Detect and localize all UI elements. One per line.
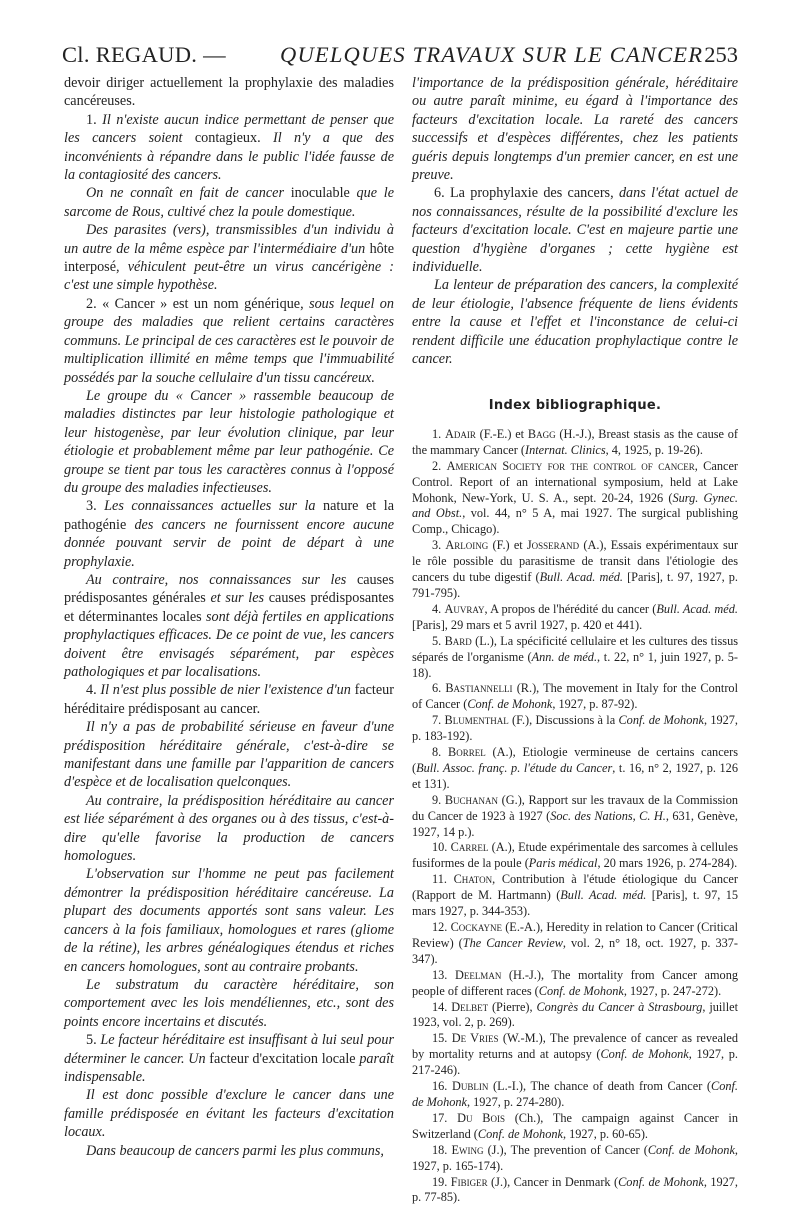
index-heading: Index bibliographique. <box>412 397 738 415</box>
paragraph <box>64 111 394 185</box>
text-run: 2. « Cancer » est un nom générique, <box>86 296 309 312</box>
text-run: (J.), The prevention of Cancer ( <box>483 1143 647 1157</box>
text-run: Au contraire, nos connaissances sur les <box>86 572 346 588</box>
text-run: sont déjà fertiles en applications prophylactiques efficaces. De ce point de vue, les cancers doivent être envisagés séparément, par espèces pathologiques et par localisations. <box>64 609 394 680</box>
text-run: Bull. Acad. méd. <box>540 570 623 584</box>
text-run: paraît indispensable. <box>64 1051 394 1085</box>
text-run: , 631, Genève, 1927, 14 p.). <box>412 809 738 839</box>
text-run: , 1927, p. 247-272). <box>624 984 721 998</box>
text-run: Bastiannelli <box>445 681 512 695</box>
text-run: Chaton <box>454 872 493 886</box>
text-run: 17. <box>432 1111 457 1125</box>
reference-entry <box>412 1143 738 1175</box>
text-run: , 20 mars 1926, p. 274-284). <box>597 856 737 870</box>
text-run: 2. <box>432 459 447 473</box>
text-run: Il n'existe aucun indice permettant de penser que les cancers soient <box>64 112 394 146</box>
reference-entry <box>412 1031 738 1079</box>
text-run: , Contribution à l'étude étiologique du Cancer (Rapport de M. Hartmann) ( <box>412 872 738 902</box>
paragraph <box>412 184 738 276</box>
text-run: , 1927, p. 217-246). <box>412 1047 738 1077</box>
paragraph <box>64 1142 394 1160</box>
text-run: Bull. Assoc. franç. p. l'étude du Cancer <box>416 761 612 775</box>
text-run: The Cancer Review <box>463 936 563 950</box>
reference-entry <box>412 872 738 920</box>
text-run: Arloing <box>445 538 488 552</box>
text-run: , Cancer Control. Report of an international symposium, held at Lake Mohonk, New-York, U. S. A., sept. 20-24, 1926 ( <box>412 459 738 505</box>
text-run: Les connaissances actuelles sur la <box>104 498 315 514</box>
text-run: causes prédisposantes et déterminantes locales <box>64 590 394 624</box>
paragraph <box>64 976 394 1031</box>
reference-entry <box>412 968 738 1000</box>
text-run: 6. <box>432 681 445 695</box>
text-run: Auvray <box>444 602 484 616</box>
text-run: 11. <box>432 872 454 886</box>
reference-list <box>412 427 738 1206</box>
text-run: De Vries <box>452 1031 499 1045</box>
text-run: 4. <box>432 602 444 616</box>
text-run: (F.), Discussions à la <box>509 713 619 727</box>
text-run: Bull. Acad. méd. <box>656 602 738 616</box>
text-run: Le substratum du caractère héréditaire, son comportement avec les lois mendéliennes, etc., sont des points encore incertains et discutés. <box>64 977 394 1030</box>
reference-entry <box>412 1000 738 1032</box>
text-run: (E.-A.), Heredity in relation to Cancer (Critical Review) ( <box>412 920 738 950</box>
conclusions-continued <box>412 74 738 369</box>
text-run: Delbet <box>451 1000 488 1014</box>
text-run: (G.), Rapport sur les travaux de la Commission du Cancer de 1923 à 1927 ( <box>412 793 738 823</box>
text-run: 9. <box>432 793 445 807</box>
text-run: (A.), Essais expérimentaux sur le rôle possible du parasitisme de transit dans l'étiologie des cancers du tube digestif ( <box>412 538 738 584</box>
paragraph <box>412 276 738 368</box>
text-run: Conf. de Mohonk <box>600 1047 688 1061</box>
reference-entry <box>412 427 738 459</box>
text-run: (Pierre), <box>488 1000 536 1014</box>
text-run: 8. <box>432 745 448 759</box>
text-run: 3. <box>86 498 104 514</box>
text-run: [Paris], t. 97, 1927, p. 791-795). <box>412 570 738 600</box>
text-run: , 1927, p. 165-174). <box>412 1143 738 1173</box>
text-run: , t. 22, n° 1, juin 1927, p. 5-18). <box>412 650 738 680</box>
text-run: Surg. Gynec. and Obst. <box>412 491 738 521</box>
text-run: Au contraire, la prédisposition héréditaire au cancer est liée séparément à des organes ou à des tissus, c'est-à-dire qu'elle favorise la production de cancers homologues. <box>64 793 394 864</box>
reference-entry <box>412 681 738 713</box>
reference-entry <box>412 459 738 539</box>
text-run: Josserand <box>527 538 579 552</box>
text-run: , A propos de l'hérédité du cancer ( <box>485 602 657 616</box>
text-run: Bull. Acad. méd. <box>560 888 646 902</box>
text-run: contagieux. <box>182 130 273 146</box>
paragraph <box>64 1031 394 1086</box>
text-run: Conf. de Mohonk <box>478 1127 563 1141</box>
text-run: Il n'est plus possible de nier l'existence d'un <box>100 682 350 698</box>
text-run: , vol. 44, n° 5 A, mai 1927. The surgical publishing Comp., Chicago). <box>412 506 738 536</box>
paragraph <box>64 718 394 792</box>
text-run: [Paris], 29 mars et 5 avril 1927, p. 420 et 441). <box>412 618 642 632</box>
text-run: La lenteur de préparation des cancers, la complexité de leur étiologie, l'absence fréquente de liens évidents entre la cause et l'effet et l'inconstance de celui-ci rendent difficile une éducation prophylactique contre le cancer. <box>412 277 738 367</box>
text-run: L'observation sur l'homme ne peut pas facilement démontrer la prédisposition héréditaire cancéreuse. La plupart des documents apportés sont sans valeur. Les cancers à la fois familiaux, homologues et rares (gliome de la rétine), les arbres généalogiques étendus et riches en cancers homologues, sont au contraire probants. <box>64 866 394 974</box>
text-run: , 1927, p. 87-92). <box>552 697 637 711</box>
text-run: Conf. de Mohonk <box>618 1175 704 1189</box>
reference-entry <box>412 793 738 841</box>
text-run: Borrel <box>448 745 486 759</box>
text-run: facteur héréditaire prédisposant au cancer. <box>64 682 394 716</box>
text-run: 5. <box>432 634 445 648</box>
text-run: 1. <box>432 427 445 441</box>
text-run: Carrel <box>451 840 489 854</box>
paragraph <box>64 865 394 975</box>
text-run: Conf. de Mohonk <box>412 1079 738 1109</box>
text-run: Conf. de Mohonk <box>618 713 703 727</box>
text-run: facteur d'excitation locale <box>206 1051 360 1067</box>
text-run: (Ch.), The campaign against Cancer in Switzerland ( <box>412 1111 738 1141</box>
text-run: 16. <box>432 1079 452 1093</box>
text-run: Bard <box>445 634 472 648</box>
paragraph <box>64 74 394 111</box>
text-run: Paris médical <box>529 856 598 870</box>
text-run: , 1927, p. 183-192). <box>412 713 738 743</box>
text-run: inoculable <box>284 185 357 201</box>
text-run: Conf. de Mohonk <box>648 1143 735 1157</box>
text-run: (A.), Etiologie vermineuse de certains cancers ( <box>412 745 738 775</box>
reference-entry <box>412 634 738 682</box>
text-run: , t. 16, n° 2, 1927, p. 126 et 131). <box>412 761 738 791</box>
text-run: Cockayne <box>451 920 502 934</box>
text-run: Bagg <box>528 427 556 441</box>
text-run: sous lequel on groupe des maladies que relient certains caractères communs. Le principal de ces caractères est le pouvoir de multiplication illimité en même temps que l'immuabilité possédés par la souche cellulaire d'un tissu cancéreux. <box>64 296 394 386</box>
text-run: Dublin <box>452 1079 488 1093</box>
text-run: 5. <box>86 1032 100 1048</box>
paragraph <box>64 184 394 221</box>
text-run: Internat. Clinics <box>525 443 606 457</box>
paragraph <box>64 221 394 295</box>
text-run: Buchanan <box>445 793 498 807</box>
paragraph <box>64 387 394 497</box>
reference-entry <box>412 602 738 634</box>
text-run: Il est donc possible d'exclure le cancer dans une famille prédisposée en évitant les facteurs d'excitation locaux. <box>64 1087 394 1140</box>
text-run: 3. <box>432 538 445 552</box>
right-column <box>412 74 738 1206</box>
reference-entry <box>412 840 738 872</box>
reference-entry <box>412 538 738 602</box>
text-run: (J.), Cancer in Denmark ( <box>488 1175 618 1189</box>
text-run: dans l'état actuel de nos connaissances, résulte de la possibilité d'exclure les facteurs d'excitation locale. C'est en majeure partie une question d'hygiène d'organes ; cette hygiène est individuelle. <box>412 185 738 275</box>
paragraph <box>64 497 394 571</box>
text-run: 1. <box>86 112 102 128</box>
text-run: (F.) et <box>488 538 527 552</box>
text-run: 19. <box>432 1175 451 1189</box>
text-run: (H.-J.), Breast stasis as the cause of the mammary Cancer ( <box>412 427 738 457</box>
text-run: Blumenthal <box>445 713 509 727</box>
left-column <box>64 74 394 1160</box>
text-run: véhiculent peut-être un virus cancérigène : c'est une simple hypothèse. <box>64 259 394 293</box>
text-run: Des parasites (vers), transmissibles d'un individu à un autre de la même espèce par l'intermédiaire d'un <box>64 222 394 256</box>
text-run: Du Bois <box>457 1111 505 1125</box>
header-author: Cl. REGAUD. — <box>62 42 226 68</box>
text-run: Il n'y a pas de probabilité sérieuse en faveur d'une prédisposition héréditaire générale, c'est-à-dire se manifestant dans une famille par l'apparition de cancers d'espèce et de localisation quelconques. <box>64 719 394 790</box>
text-run: [Paris], t. 97, 15 mars 1927, p. 344-353). <box>412 888 738 918</box>
text-run: (H.-J.), The mortality from Cancer among people of different races ( <box>412 968 738 998</box>
text-run: , 1927, p. 274-280). <box>467 1095 564 1109</box>
text-run: Conf. de Mohonk <box>467 697 552 711</box>
text-run: (R.), The movement in Italy for the Control of Cancer ( <box>412 681 738 711</box>
text-run: 15. <box>432 1031 452 1045</box>
text-run: , 1927, p. 77-85). <box>412 1175 738 1205</box>
text-run: causes prédisposantes générales <box>64 572 394 606</box>
text-run: (L.-I.), The chance of death from Cancer ( <box>488 1079 711 1093</box>
text-run: Deelman <box>455 968 501 982</box>
running-header <box>62 38 738 74</box>
text-run: Dans beaucoup de cancers parmi les plus communs, <box>86 1143 384 1159</box>
text-run: Ewing <box>451 1143 483 1157</box>
text-run: 18. <box>432 1143 451 1157</box>
text-run: , 4, 1925, p. 19-26). <box>606 443 703 457</box>
text-run: 10. <box>432 840 451 854</box>
paragraph <box>64 792 394 866</box>
text-run: 6. La prophylaxie des cancers, <box>434 185 619 201</box>
paragraph <box>64 681 394 718</box>
text-run: (L.), La spécificité cellulaire et les cultures des tissus séparés de l'organisme ( <box>412 634 738 664</box>
text-run: 7. <box>432 713 445 727</box>
reference-entry <box>412 1111 738 1143</box>
page-number: 253 <box>704 42 738 68</box>
reference-entry <box>412 713 738 745</box>
text-run: que le sarcome de Rous, cultivé chez la poule domestique. <box>64 185 394 219</box>
text-run: Conf. de Mohonk <box>539 984 624 998</box>
text-run: et sur les <box>211 590 265 606</box>
paragraph <box>64 295 394 387</box>
text-run: 13. <box>432 968 455 982</box>
header-title: QUELQUES TRAVAUX SUR LE CANCER <box>280 42 703 68</box>
text-run: Soc. des Nations, C. H. <box>550 809 666 823</box>
text-run: Fibiger <box>451 1175 488 1189</box>
reference-entry <box>412 920 738 968</box>
text-run: , 1927, p. 60-65). <box>563 1127 648 1141</box>
text-run: Adair <box>445 427 476 441</box>
text-run: , juillet 1923, vol. 2, p. 269). <box>412 1000 738 1030</box>
paragraph <box>412 74 738 184</box>
text-run: (F.-E.) et <box>476 427 528 441</box>
text-run: Le groupe du « Cancer » rassemble beaucoup de maladies distinctes par leur histologie pathologique et leur histogenèse, par leur évolution clinique, par leur étiologie et probablement même par leur pathogénie. Ce groupe se tient par tous les caractères connus à l'opposé du groupe des maladies infectieuses. <box>64 388 394 496</box>
text-run: , vol. 2, n° 18, oct. 1927, p. 337-347). <box>412 936 738 966</box>
text-run: hôte interposé, <box>64 241 394 275</box>
text-run: (W.-M.), The prevalence of cancer as revealed by mortality returns and at autopsy ( <box>412 1031 738 1061</box>
text-run: Ann. de méd. <box>532 650 597 664</box>
text-run: On ne connaît en fait de cancer <box>86 185 284 201</box>
reference-entry <box>412 1079 738 1111</box>
text-run: 12. <box>432 920 451 934</box>
reference-entry <box>412 1175 738 1206</box>
text-run: 4. <box>86 682 100 698</box>
text-run: Il n'y a que des inconvénients à répandre dans le public l'idée fausse de la contagiosité des cancers. <box>64 130 394 183</box>
text-run: l'importance de la prédisposition générale, héréditaire ou autre paraît minime, eu égard à l'importance des facteurs d'excitation locale. La rareté des cancers successifs et d'espèces différentes, chez les patients guéris depuis longtemps d'un premier cancer, en est une preuve. <box>412 75 738 183</box>
text-run: 14. <box>432 1000 451 1014</box>
paragraph <box>64 1086 394 1141</box>
text-run: Le facteur héréditaire est insuffisant à lui seul pour déterminer le cancer. Un <box>64 1032 394 1066</box>
text-run: nature et la pathogénie <box>64 498 394 532</box>
text-run: American Society for the control of cancer <box>447 459 695 473</box>
paragraph <box>64 571 394 681</box>
reference-entry <box>412 745 738 793</box>
text-run: Congrès du Cancer à Strasbourg <box>536 1000 702 1014</box>
text-run: devoir diriger actuellement la prophylaxie des maladies cancéreuses. <box>64 75 394 109</box>
text-run: des cancers ne fournissent encore aucune donnée pouvant servir de point de départ à une prophylaxie. <box>64 517 394 570</box>
text-run: (A.), Etude expérimentale des sarcomes à cellules fusiformes de la poule ( <box>412 840 738 870</box>
